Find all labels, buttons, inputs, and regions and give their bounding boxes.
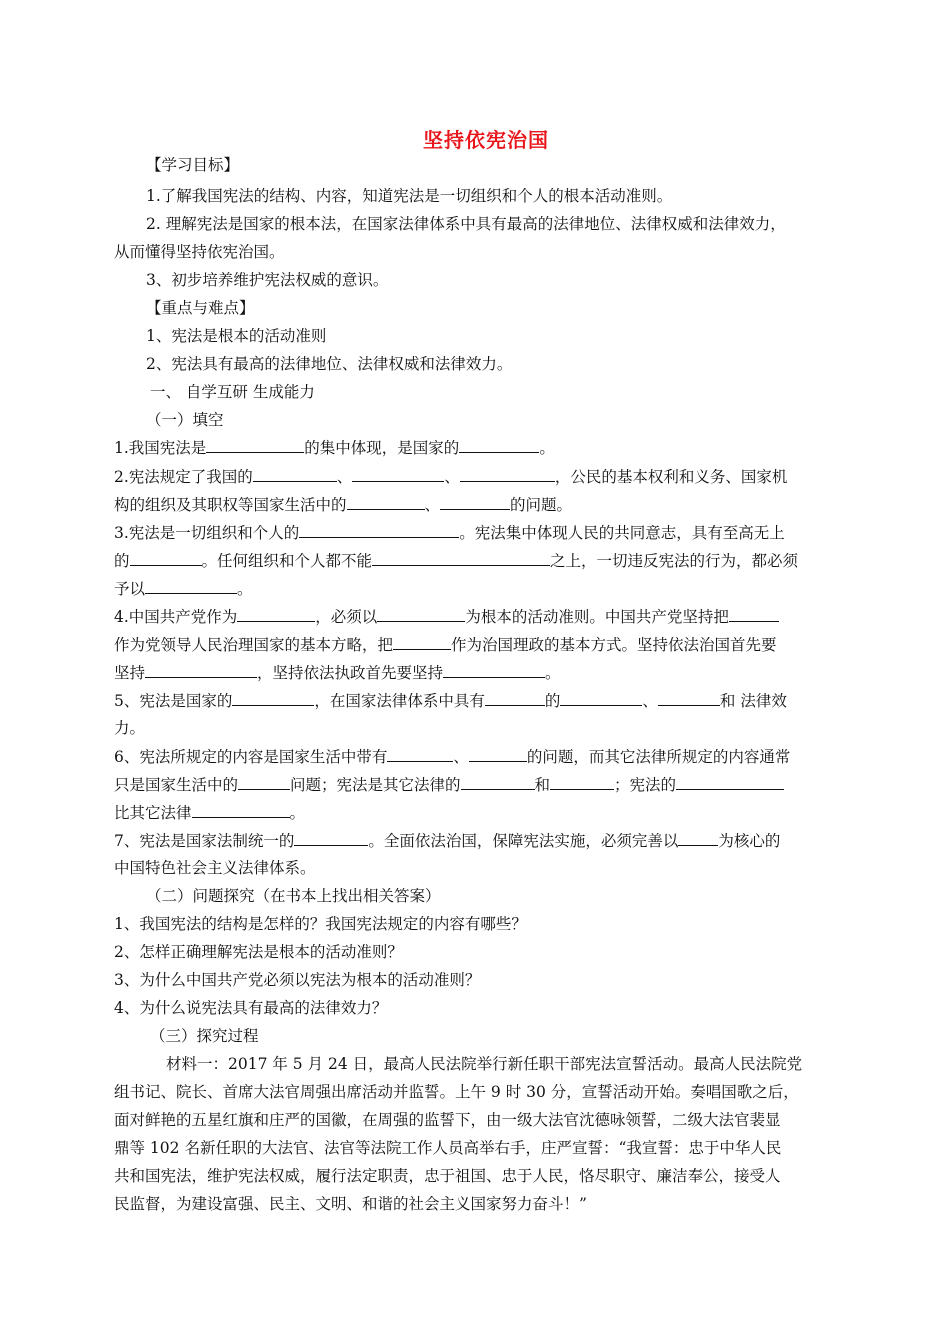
- material-paragraph-line: 组书记、院长、首席大法官周强出席活动并监誓。上午 9 时 30 分，宣誓活动开始。奏唱国歌之后，: [114, 1083, 799, 1101]
- inquiry-question-3: 3、为什么中国共产党必须以宪法为根本的活动准则？: [114, 971, 481, 989]
- text: 7、宪法是国家法制统一的: [114, 832, 295, 850]
- part-one-heading: 一、 自学互研 生成能力: [150, 383, 315, 401]
- question-6-cont: [114, 774, 784, 795]
- section-heading-key-points: 【重点与难点】: [146, 299, 255, 317]
- question-5-cont: 力。: [114, 719, 146, 737]
- text: 和: [534, 776, 551, 794]
- text: 的问题。: [510, 496, 573, 514]
- answer-blank[interactable]: [237, 606, 315, 622]
- text: 。: [289, 804, 306, 822]
- text: 。: [237, 580, 253, 598]
- answer-blank[interactable]: [253, 466, 337, 482]
- text: 的: [114, 552, 130, 570]
- key-point-2: 2、宪法具有最高的法律地位、法律权威和法律效力。: [146, 355, 513, 373]
- text: 和 法律效: [719, 692, 787, 710]
- section-heading-objectives: 【学习目标】: [146, 156, 240, 174]
- text: 坚持: [114, 664, 146, 682]
- text: 3.宪法是一切组织和个人的: [114, 524, 300, 542]
- text: 6、宪法所规定的内容是国家生活中带有: [114, 748, 388, 766]
- text: 的: [544, 692, 561, 710]
- text: 之上，一切违反宪法的行为，都必须: [550, 552, 799, 570]
- question-3-cont: [114, 550, 798, 571]
- answer-blank[interactable]: [130, 550, 202, 566]
- answer-blank[interactable]: [461, 774, 535, 790]
- answer-blank[interactable]: [460, 466, 555, 482]
- fill-blank-heading: （一）填空: [146, 411, 224, 429]
- answer-blank[interactable]: [729, 606, 779, 622]
- question-2-cont: [114, 494, 572, 515]
- question-4-cont: [114, 662, 561, 683]
- inquiry-question-1: 1、我国宪法的结构是怎样的？我国宪法规定的内容有哪些？: [114, 915, 527, 933]
- text: 。宪法集中体现人民的共同意志，具有至高无上: [459, 524, 785, 542]
- question-6: [114, 746, 790, 767]
- text: 、: [453, 748, 469, 766]
- text: 、: [424, 496, 441, 514]
- text: ；宪法的: [614, 776, 677, 794]
- key-point-1: 1、宪法是根本的活动准则: [146, 327, 327, 345]
- text: 。: [539, 439, 555, 457]
- text: 2.宪法规定了我国的: [114, 468, 253, 486]
- objective-3: 3、初步培养维护宪法权威的意识。: [146, 271, 389, 289]
- question-5: [114, 690, 787, 711]
- text: ，公民的基本权利和义务、国家机: [554, 468, 788, 486]
- answer-blank[interactable]: [459, 437, 539, 453]
- inquiry-question-2: 2、怎样正确理解宪法是根本的活动准则？: [114, 943, 403, 961]
- text: 。全面依法治国，保障宪法实施，必须完善以: [368, 832, 679, 850]
- question-7-cont: 中国特色社会主义法律体系。: [114, 859, 316, 877]
- inquiry-question-4: 4、为什么说宪法具有最高的法律效力？: [114, 999, 388, 1017]
- question-1: [114, 437, 555, 458]
- question-4-cont: [114, 634, 777, 655]
- part-two-heading: （二）问题探究（在书本上找出相关答案）: [146, 887, 441, 905]
- answer-blank[interactable]: [232, 690, 314, 706]
- answer-blank[interactable]: [192, 802, 290, 818]
- answer-blank[interactable]: [145, 662, 257, 678]
- answer-blank[interactable]: [347, 494, 425, 510]
- text: 比其它法律: [114, 804, 192, 822]
- text: 的问题，而其它法律所规定的内容通常: [526, 748, 791, 766]
- question-4: [114, 606, 779, 627]
- text: 予以: [114, 580, 146, 598]
- answer-blank[interactable]: [294, 830, 368, 846]
- answer-blank[interactable]: [560, 690, 642, 706]
- text: 。: [545, 664, 561, 682]
- answer-blank[interactable]: [550, 774, 614, 790]
- text: ，坚持依法执政首先要坚持: [257, 664, 444, 682]
- text: 的集中体现，是国家的: [304, 439, 460, 457]
- objective-1: 1.了解我国宪法的结构、内容，知道宪法是一切组织和个人的根本活动准则。: [146, 187, 673, 205]
- answer-blank[interactable]: [676, 774, 784, 790]
- text: 作为党领导人民治理国家的基本方略，把: [114, 636, 394, 654]
- material-paragraph-line: 鼎等 102 名新任职的大法官、法官等法院工作人员高举右手，庄严宣誓：“我宣誓：忠于中华人民: [114, 1139, 782, 1157]
- text: 为根本的活动准则。中国共产党坚持把: [465, 608, 729, 626]
- material-paragraph-line: 材料一：2017 年 5 月 24 日，最高人民法院举行新任职干部宪法宣誓活动。最高人民法院党: [166, 1055, 803, 1073]
- objective-2-cont: 从而懂得坚持依宪治国。: [114, 243, 285, 261]
- text: 、: [642, 692, 658, 710]
- answer-blank[interactable]: [440, 494, 510, 510]
- answer-blank[interactable]: [387, 746, 453, 762]
- text: 、: [336, 468, 353, 486]
- question-3: [114, 522, 785, 543]
- page-title: 坚持依宪治国: [423, 128, 549, 152]
- text: ，必须以: [315, 608, 378, 626]
- answer-blank[interactable]: [206, 437, 304, 453]
- text: 5、宪法是国家的: [114, 692, 233, 710]
- answer-blank[interactable]: [658, 690, 720, 706]
- question-2: [114, 466, 787, 487]
- part-three-heading: （三）探究过程: [150, 1027, 259, 1045]
- material-paragraph-line: 面对鲜艳的五星红旗和庄严的国徽，在周强的监誓下，由一级大法官沈德咏领誓，二级大法官裴显: [114, 1111, 781, 1129]
- question-3-cont: [114, 578, 253, 599]
- text: 4.中国共产党作为: [114, 608, 238, 626]
- answer-blank[interactable]: [678, 830, 718, 846]
- text: 为核心的: [718, 832, 781, 850]
- answer-blank[interactable]: [443, 662, 545, 678]
- answer-blank[interactable]: [352, 466, 444, 482]
- material-paragraph-line: 共和国宪法，维护宪法权威，履行法定职责，忠于祖国、忠于人民，恪尽职守、廉洁奉公，接受人: [114, 1167, 781, 1185]
- answer-blank[interactable]: [485, 690, 545, 706]
- text: 1.我国宪法是: [114, 439, 207, 457]
- text: 作为治国理政的基本方式。坚持依法治国首先要: [451, 636, 777, 654]
- answer-blank[interactable]: [377, 606, 465, 622]
- objective-2: 2. 理解宪法是国家的根本法，在国家法律体系中具有最高的法律地位、法律权威和法律效力，: [146, 215, 786, 233]
- answer-blank[interactable]: [145, 578, 237, 594]
- text: 。任何组织和个人都不能: [201, 552, 373, 570]
- material-paragraph-line: 民监督，为建设富强、民主、文明、和谐的社会主义国家努力奋斗！”: [114, 1195, 587, 1213]
- text: 、: [444, 468, 460, 486]
- question-6-cont: [114, 802, 305, 823]
- answer-blank[interactable]: [238, 774, 290, 790]
- answer-blank[interactable]: [393, 634, 451, 650]
- text: 问题；宪法是其它法律的: [290, 776, 461, 794]
- answer-blank[interactable]: [469, 746, 527, 762]
- question-7: [114, 830, 780, 851]
- text: 只是国家生活中的: [114, 776, 239, 794]
- text: ，在国家法律体系中具有: [314, 692, 485, 710]
- text: 构的组织及其职权等国家生活中的: [114, 496, 347, 514]
- answer-blank[interactable]: [299, 522, 459, 538]
- answer-blank[interactable]: [372, 550, 550, 566]
